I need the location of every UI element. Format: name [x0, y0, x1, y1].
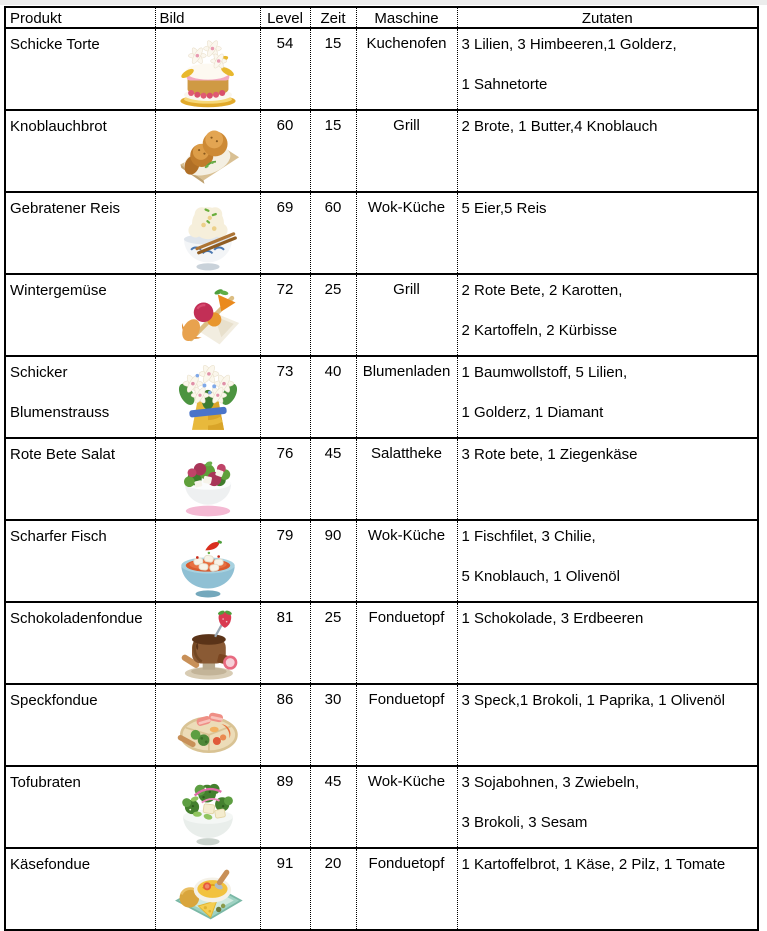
- zutaten-line: 2 Brote, 1 Butter,4 Knoblauch: [461, 118, 658, 135]
- zutaten-line: 2 Rote Bete, 2 Karotten,: [461, 282, 623, 299]
- column-header-zeit: Zeit: [310, 7, 356, 28]
- beet-salad-icon: [165, 439, 251, 519]
- maschine-value: Wok-Küche: [356, 766, 457, 848]
- zutaten-line: 1 Sahnetorte: [461, 76, 548, 93]
- zeit-value: 25: [310, 274, 356, 356]
- zutaten-cell: [457, 438, 758, 520]
- column-header-maschine: Maschine: [356, 7, 457, 28]
- zutaten-cell: [457, 356, 758, 438]
- cheese-fondue-icon: [165, 849, 251, 929]
- image-cell: [155, 274, 260, 356]
- product-cell: [5, 356, 155, 438]
- product-cell: [5, 602, 155, 684]
- column-header-bild: Bild: [155, 7, 260, 28]
- garlic-bread-icon: [165, 111, 251, 191]
- zutaten-line: 5 Eier,5 Reis: [461, 200, 547, 217]
- zutaten-cell: [457, 684, 758, 766]
- image-cell: [155, 684, 260, 766]
- zutaten-line: 2 Kartoffeln, 2 Kürbisse: [461, 322, 618, 339]
- maschine-value: Wok-Küche: [356, 192, 457, 274]
- table-header: [5, 7, 758, 28]
- maschine-value: Salattheke: [356, 438, 457, 520]
- zeit-value: 45: [310, 438, 356, 520]
- zeit-value: 90: [310, 520, 356, 602]
- zutaten-cell: [457, 602, 758, 684]
- product-cell: [5, 848, 155, 930]
- table-row: [5, 356, 758, 438]
- table-row: [5, 848, 758, 930]
- product-cell: [5, 684, 155, 766]
- table-row: [5, 28, 758, 110]
- level-value: 72: [260, 274, 310, 356]
- zutaten-line: 5 Knoblauch, 1 Olivenöl: [461, 568, 620, 585]
- product-cell: [5, 110, 155, 192]
- product-cell: [5, 520, 155, 602]
- zeit-value: 30: [310, 684, 356, 766]
- level-value: 73: [260, 356, 310, 438]
- maschine-value: Fonduetopf: [356, 684, 457, 766]
- tofu-roast-icon: [165, 767, 251, 847]
- zeit-value: 25: [310, 602, 356, 684]
- level-value: 76: [260, 438, 310, 520]
- bacon-fondue-icon: [165, 685, 251, 765]
- header-row: [5, 7, 758, 28]
- flower-bouquet-icon: [165, 357, 251, 437]
- maschine-value: Grill: [356, 110, 457, 192]
- chocolate-fondue-icon: [165, 603, 251, 683]
- zutaten-line: 3 Lilien, 3 Himbeeren,1 Golderz,: [461, 36, 677, 53]
- level-value: 86: [260, 684, 310, 766]
- zeit-value: 15: [310, 28, 356, 110]
- image-cell: [155, 110, 260, 192]
- level-value: 91: [260, 848, 310, 930]
- zutaten-cell: [457, 848, 758, 930]
- zeit-value: 20: [310, 848, 356, 930]
- product-name: Blumenstrauss: [10, 404, 110, 421]
- product-name: Wintergemüse: [10, 282, 107, 299]
- product-name: Scharfer Fisch: [10, 528, 107, 545]
- table-row: [5, 192, 758, 274]
- column-header-level: Level: [260, 7, 310, 28]
- image-cell: [155, 602, 260, 684]
- table-row: [5, 110, 758, 192]
- image-cell: [155, 438, 260, 520]
- column-header-produkt: Produkt: [5, 7, 155, 28]
- recipe-table: [4, 6, 759, 931]
- product-name: Schokoladenfondue: [10, 610, 143, 627]
- level-value: 81: [260, 602, 310, 684]
- image-cell: [155, 766, 260, 848]
- table-body: [5, 28, 758, 930]
- product-name: Speckfondue: [10, 692, 98, 709]
- fried-rice-icon: [165, 193, 251, 273]
- zutaten-line: 3 Speck,1 Brokoli, 1 Paprika, 1 Olivenöl: [461, 692, 725, 709]
- table-row: [5, 520, 758, 602]
- spicy-fish-icon: [165, 521, 251, 601]
- screenshot-edge-strip: [0, 0, 767, 5]
- product-cell: [5, 438, 155, 520]
- product-cell: [5, 766, 155, 848]
- level-value: 54: [260, 28, 310, 110]
- image-cell: [155, 520, 260, 602]
- maschine-value: Fonduetopf: [356, 848, 457, 930]
- image-cell: [155, 192, 260, 274]
- fancy-cake-icon: [165, 29, 251, 109]
- zutaten-cell: [457, 520, 758, 602]
- product-cell: [5, 192, 155, 274]
- level-value: 69: [260, 192, 310, 274]
- zutaten-line: 3 Rote bete, 1 Ziegenkäse: [461, 446, 638, 463]
- product-cell: [5, 28, 155, 110]
- product-name: Knoblauchbrot: [10, 118, 107, 135]
- zutaten-cell: [457, 192, 758, 274]
- zutaten-line: 3 Sojabohnen, 3 Zwiebeln,: [461, 774, 640, 791]
- zutaten-cell: [457, 766, 758, 848]
- zutaten-line: 1 Golderz, 1 Diamant: [461, 404, 604, 421]
- zeit-value: 15: [310, 110, 356, 192]
- level-value: 89: [260, 766, 310, 848]
- zutaten-cell: [457, 28, 758, 110]
- zutaten-cell: [457, 274, 758, 356]
- product-name: Rote Bete Salat: [10, 446, 116, 463]
- maschine-value: Grill: [356, 274, 457, 356]
- zutaten-line: 1 Fischfilet, 3 Chilie,: [461, 528, 596, 545]
- product-name: Käsefondue: [10, 856, 91, 873]
- zeit-value: 60: [310, 192, 356, 274]
- product-cell: [5, 274, 155, 356]
- column-header-zutaten: Zutaten: [457, 7, 758, 28]
- table-row: [5, 684, 758, 766]
- zutaten-cell: [457, 110, 758, 192]
- winter-vegetables-icon: [165, 275, 251, 355]
- maschine-value: Blumenladen: [356, 356, 457, 438]
- zutaten-line: 3 Brokoli, 3 Sesam: [461, 814, 588, 831]
- product-name: Schicker: [10, 364, 68, 381]
- level-value: 60: [260, 110, 310, 192]
- product-name: Schicke Torte: [10, 36, 100, 53]
- maschine-value: Kuchenofen: [356, 28, 457, 110]
- table-row: [5, 602, 758, 684]
- zeit-value: 40: [310, 356, 356, 438]
- product-name: Tofubraten: [10, 774, 81, 791]
- table-row: [5, 438, 758, 520]
- level-value: 79: [260, 520, 310, 602]
- maschine-value: Wok-Küche: [356, 520, 457, 602]
- zutaten-line: 1 Kartoffelbrot, 1 Käse, 2 Pilz, 1 Tomate: [461, 856, 726, 873]
- image-cell: [155, 848, 260, 930]
- zutaten-line: 1 Baumwollstoff, 5 Lilien,: [461, 364, 628, 381]
- table-row: [5, 274, 758, 356]
- zeit-value: 45: [310, 766, 356, 848]
- product-name: Gebratener Reis: [10, 200, 121, 217]
- table-row: [5, 766, 758, 848]
- maschine-value: Fonduetopf: [356, 602, 457, 684]
- recipe-table-container: [4, 6, 759, 931]
- image-cell: [155, 28, 260, 110]
- image-cell: [155, 356, 260, 438]
- zutaten-line: 1 Schokolade, 3 Erdbeeren: [461, 610, 644, 627]
